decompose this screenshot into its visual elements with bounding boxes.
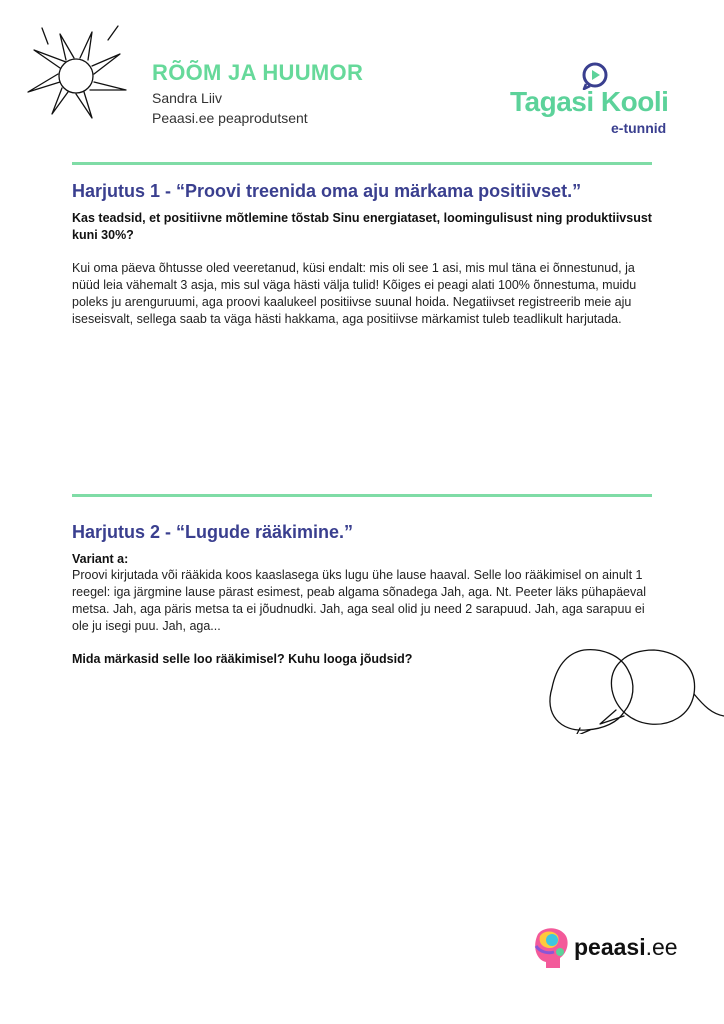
speech-bubbles-icon — [540, 644, 724, 734]
exercise2-body: Proovi kirjutada või rääkida koos kaaslasega üks lugu ühe lause haaval. Selle loo rääkimisel on ainult 1 reegel: iga järgmine lause pärast esimest, peab algama sõnadega Jah, aga. Nt. Peeter läks pühapäeval metsa. Jah, aga päris metsa ta ei jõudnudki. Jah, aga seal olid ju need 2 sarapuud. Jah, aga sarapuu ei ole ju isegi puu. Jah, aga... — [72, 568, 646, 633]
peaasi-logo — [530, 924, 680, 974]
exercise1-heading: Harjutus 1 - “Proovi treenida oma aju märkama positiivset.” — [72, 181, 582, 201]
exercise2-heading: Harjutus 2 - “Lugude rääkimine.” — [72, 522, 354, 542]
exercise2-question: Mida märkasid selle loo rääkimisel? Kuhu looga jõudsid? — [72, 652, 413, 666]
tagasi-kooli-subtitle: e-tunnid — [611, 120, 667, 136]
exercise2-variant-label: Variant a: — [72, 552, 129, 566]
exercise1-question: Kas teadsid, et positiivne mõtlemine tõstab Sinu energiataset, loomingulisust ning produktiivsust kuni 30%? — [72, 211, 652, 242]
peaasi-wordmark: peaasi.ee — [574, 934, 678, 960]
exercise1-body: Kui oma päeva õhtusse oled veeretanud, küsi endalt: mis oli see 1 asi, mis mul täna ei õnnestunud, ja nüüd leia vähemalt 3 asja, mis sul väga hästi välja tulid! Kõiges ei peagi alati 100% õnnestuma, muidu poleks ju arenguruumi, aga proovi kaalukeel positiivse suunal hoida. Negatiivset registreerib meie aju iseseisvalt, sellega saab ta väga hästi hakkama, aga positiivse märkamist tuleb teadlikult harjutada. — [72, 261, 637, 326]
tagasi-kooli-logo — [508, 62, 678, 140]
author-role: Peaasi.ee peaprodutsent — [152, 110, 308, 126]
section-divider — [72, 162, 652, 165]
tagasi-kooli-wordmark: Tagasi Kooli — [510, 86, 669, 117]
section-divider — [72, 494, 652, 497]
page-title: RÕÕM JA HUUMOR — [152, 60, 364, 85]
author-name: Sandra Liiv — [152, 90, 223, 106]
peaasi-head-icon — [530, 924, 570, 972]
sun-drawing-icon — [8, 14, 148, 124]
